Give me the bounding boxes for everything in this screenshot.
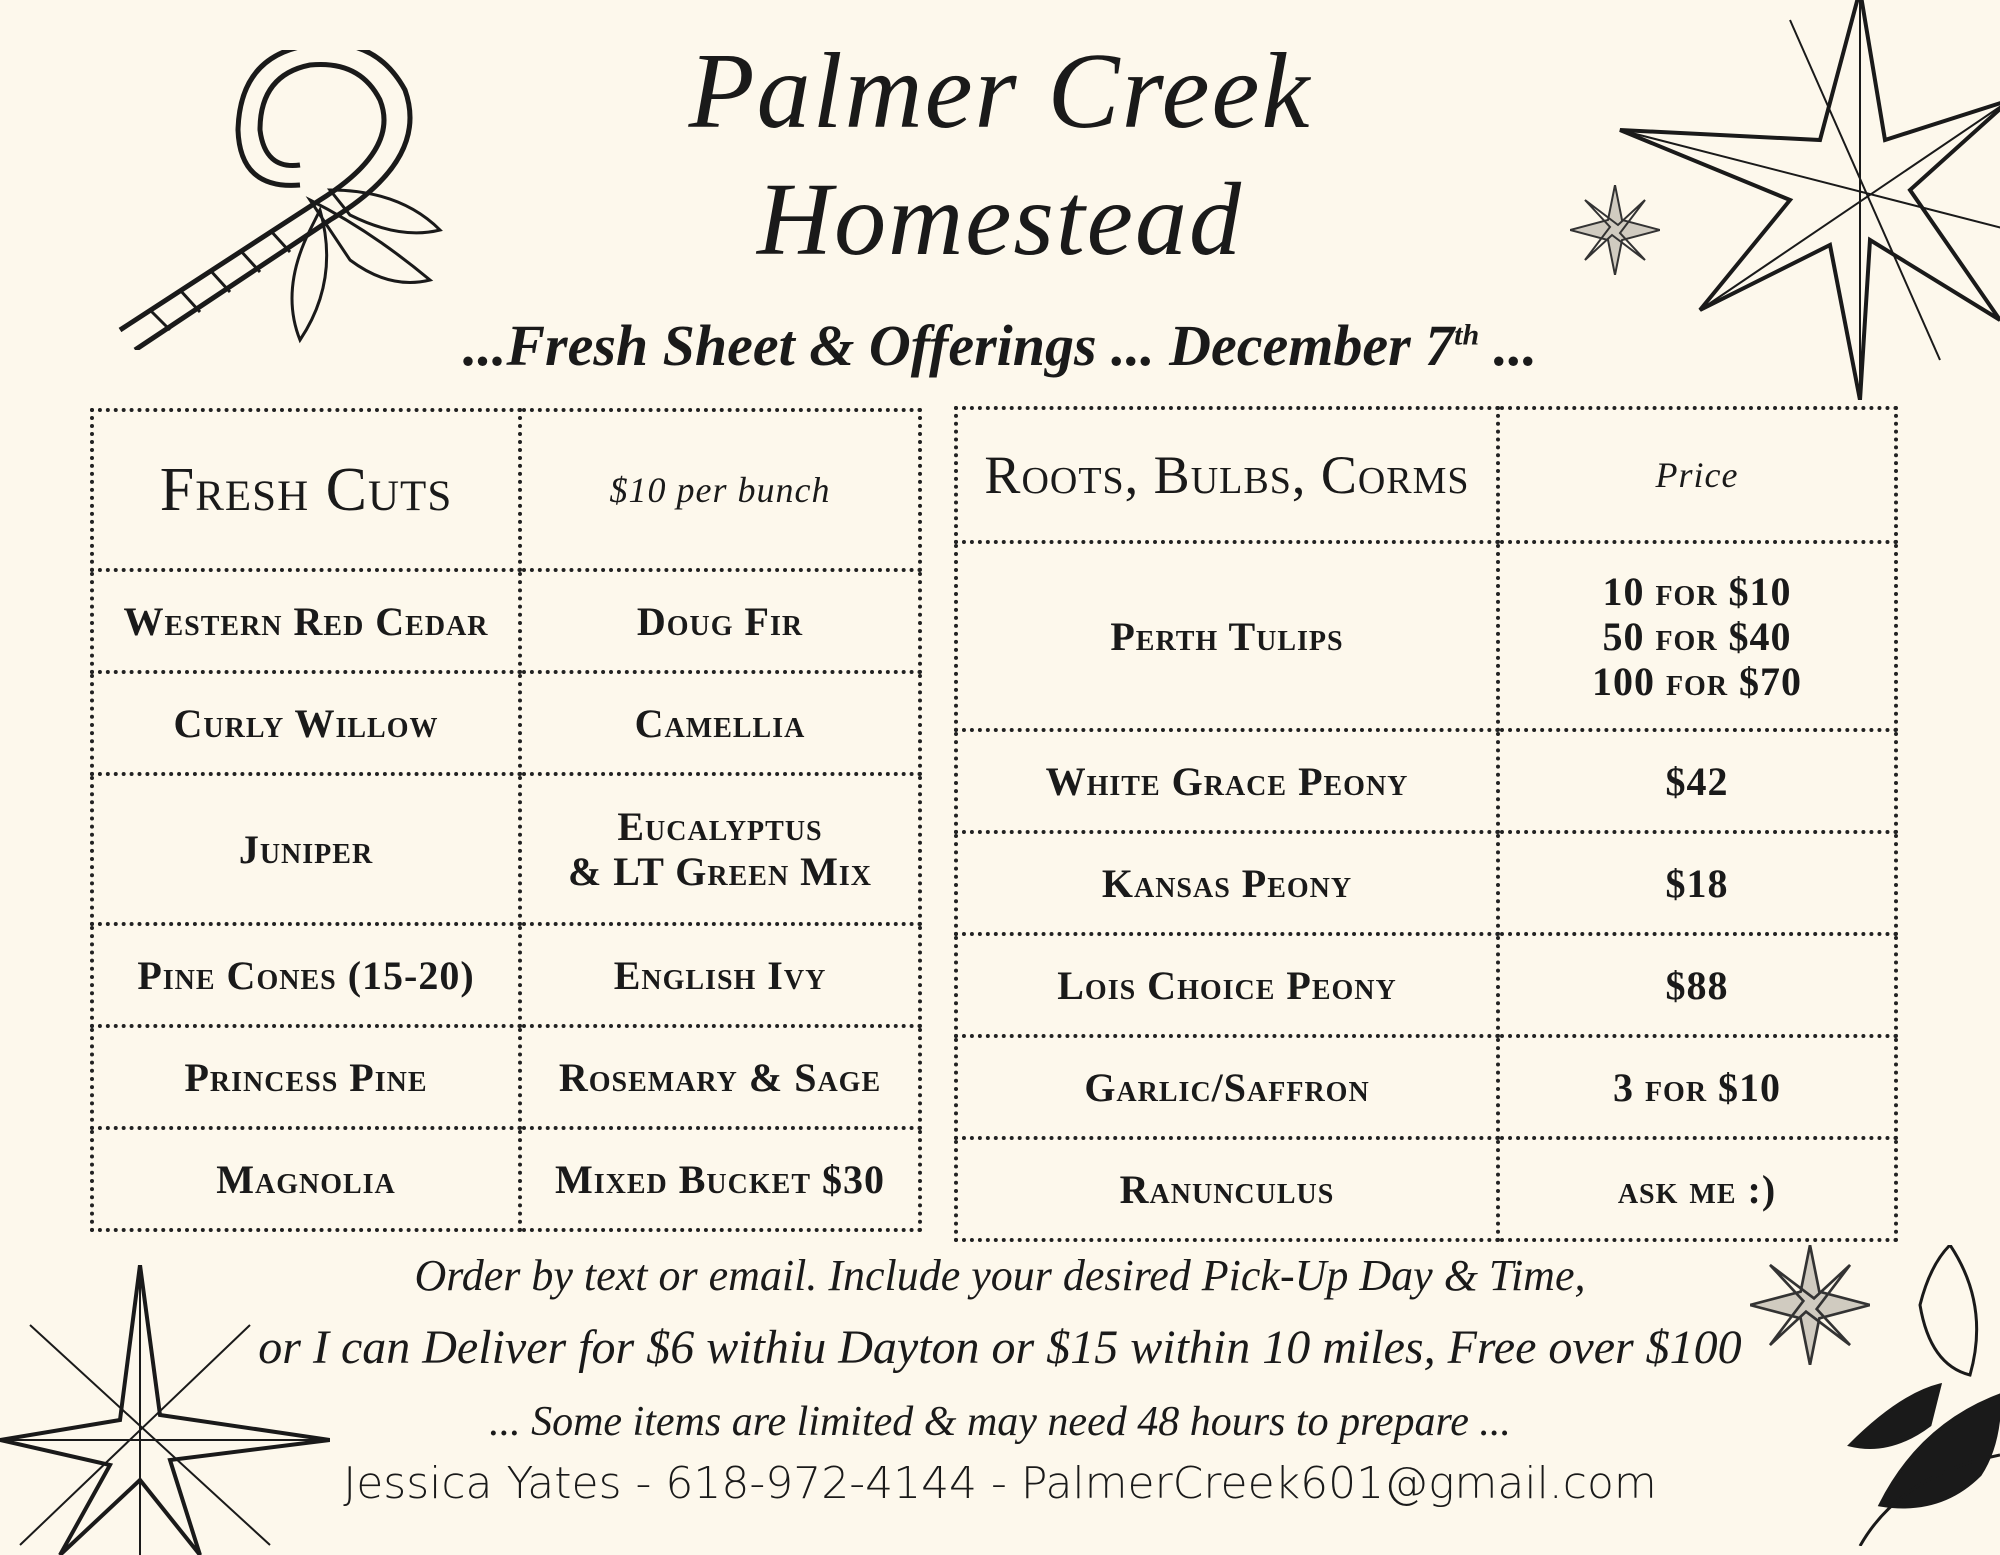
subtitle	[0, 312, 2000, 379]
root-item: Lois Choice Peony	[956, 934, 1498, 1036]
root-item: Garlic/Saffron	[956, 1036, 1498, 1138]
fresh-cut-item: Princess Pine	[92, 1026, 520, 1128]
fresh-cuts-price-heading: $10 per bunch	[520, 410, 920, 570]
root-item: Perth Tulips	[956, 542, 1498, 730]
root-price: $42	[1498, 730, 1896, 832]
root-price-line: 100 for $70	[1591, 658, 1803, 704]
fresh-cut-item-line: Eucalyptus	[617, 804, 823, 849]
subtitle-sup: th	[1454, 318, 1480, 352]
roots-bulbs-table	[954, 406, 1898, 1242]
preparation-note: ... Some items are limited & may need 48 hours to prepare ...	[489, 1399, 1511, 1445]
fresh-cuts-table	[90, 408, 922, 1232]
root-price: 3 for $10	[1498, 1036, 1896, 1138]
fresh-cuts-heading: Fresh Cuts	[92, 410, 520, 570]
fresh-cut-item: English Ivy	[520, 924, 920, 1026]
delivery-info: or I can Deliver for $6 withiu Dayton or $15 within 10 miles, Free over $100	[258, 1321, 1742, 1374]
fresh-cut-item: Curly Willow	[92, 672, 520, 774]
root-price: ask me :)	[1498, 1138, 1896, 1240]
fresh-cut-item: Magnolia	[92, 1128, 520, 1230]
fresh-cut-item: Mixed Bucket $30	[520, 1128, 920, 1230]
root-item: White Grace Peony	[956, 730, 1498, 832]
root-price-line: 50 for $40	[1602, 613, 1792, 659]
roots-price-heading: Price	[1498, 408, 1896, 542]
subtitle-text: ...Fresh Sheet & Offerings ... December 7	[462, 313, 1455, 378]
root-price-multi	[1498, 542, 1896, 730]
contact-info: Jessica Yates - 618-972-4144 - PalmerCreek601@gmail.com	[343, 1458, 1657, 1509]
fresh-cut-item: Western Red Cedar	[92, 570, 520, 672]
page-title: Palmer Creek	[688, 32, 1312, 151]
root-item: Kansas Peony	[956, 832, 1498, 934]
root-price: $88	[1498, 934, 1896, 1036]
fresh-cut-item: Rosemary & Sage	[520, 1026, 920, 1128]
fresh-cut-item-line: & LT Green Mix	[567, 849, 873, 894]
root-price-line: 10 for $10	[1602, 568, 1792, 614]
subtitle-end: ...	[1479, 313, 1538, 378]
order-instructions: Order by text or email. Include your desired Pick-Up Day & Time,	[414, 1251, 1586, 1300]
fresh-cut-item-multi	[520, 774, 920, 924]
fresh-cut-item: Pine Cones (15-20)	[92, 924, 520, 1026]
roots-heading: Roots, Bulbs, Corms	[956, 408, 1498, 542]
fresh-cut-item: Camellia	[520, 672, 920, 774]
root-price: $18	[1498, 832, 1896, 934]
root-item: Ranunculus	[956, 1138, 1498, 1240]
page-title-line2: Homestead	[757, 162, 1243, 277]
fresh-cut-item: Juniper	[92, 774, 520, 924]
fresh-cut-item: Doug Fir	[520, 570, 920, 672]
